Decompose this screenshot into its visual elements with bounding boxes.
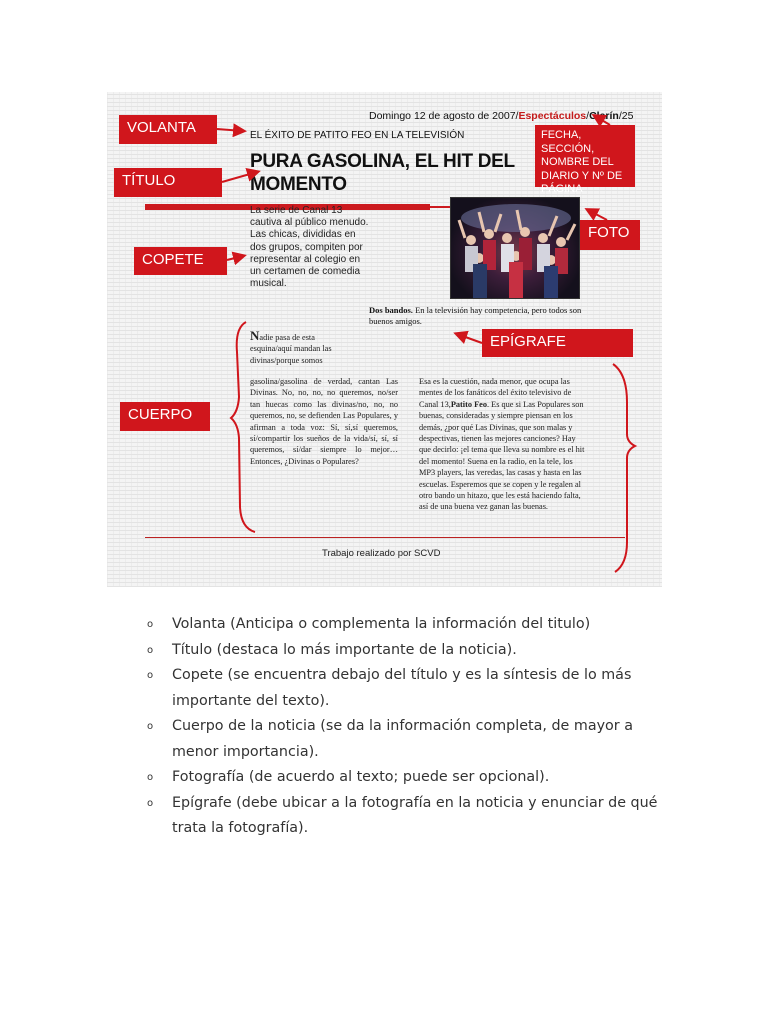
newspaper-anatomy-figure (107, 92, 662, 587)
section-name: Espectáculos (518, 110, 587, 122)
copete-text: La serie de Canal 13 cautiva al público menudo. Las chicas, divididas en dos grupos, compiten por representar al colegio en un certamen de comedia musical. (250, 205, 369, 290)
bullet-marker: o (147, 772, 154, 783)
body-col2-part1: Esa es la cuestión, nada menor, que ocupa las mentes de los fanáticos del éxito televisivo de Canal 13, (419, 377, 572, 409)
list-item-text: Fotografía (de acuerdo al texto; puede ser opcional). (172, 769, 550, 785)
label-foto: FOTO (580, 220, 640, 250)
bullet-marker: o (147, 721, 154, 732)
date-text: Domingo 12 de agosto de 2007/ (369, 110, 519, 122)
list-item-text: Título (destaca lo más importante de la noticia). (172, 641, 517, 658)
drop-cap: N (250, 328, 260, 343)
list-item-text: Volanta (Anticipa o complementa la información del titulo) (172, 616, 591, 632)
arrow-foto (588, 210, 607, 220)
label-copete: COPETE (134, 247, 227, 275)
headline: PURA GASOLINA, EL HIT DEL MOMENTO (250, 151, 515, 195)
list-item-text: Copete (se encuentra debajo del título y es la síntesis de lo más importante del texto). (172, 667, 632, 709)
bullet-marker: o (147, 670, 154, 681)
paper-name: Clarín (589, 110, 619, 122)
label-titulo: TÍTULO (114, 168, 222, 197)
arrow-fecha (595, 116, 610, 125)
bullet-marker: o (147, 797, 154, 809)
epigrafe-rest: En la televisión hay competencia, pero todos son buenos amigos. (369, 305, 582, 326)
brace-right (613, 364, 635, 572)
arrow-volanta (217, 129, 243, 131)
list-item (140, 791, 660, 842)
list-item (140, 663, 660, 714)
arrow-epigrafe (457, 334, 482, 343)
brace-left (231, 322, 255, 532)
label-volanta: VOLANTA (119, 115, 217, 144)
label-fecha: FECHA, SECCIÓN, NOMBRE DEL DIARIO Y Nº DE PÁGINA (535, 125, 635, 187)
annotation-arrows (107, 92, 662, 587)
list-item (140, 765, 660, 791)
list-item (140, 612, 660, 638)
list-item-text: Cuerpo de la noticia (se da la información completa, de mayor a menor importancia). (172, 718, 633, 760)
volanta-text: EL ÉXITO DE PATITO FEO EN LA TELEVISIÓN (250, 130, 465, 141)
body-intro-text: adie pasa de esta esquina/aquí mandan las divinas/porque somos (250, 333, 332, 365)
body-col2-part2: . Es que si Las Populares son buenas, consideradas y siempre piensan en los demás, ¿por qué Las Divinas, que son malas y despectivas, tienen las mejores canciones? Hay que decirlo: ¡el tema que lleva su nombre es el hit del momento! Suena en la radio, en la tele, los MP3 players, las veredas, las casas y hasta en las escuelas. Esperemos que se copen y le regalen al otro bando un hitazo, que les está haciendo falta, así de una buena vez ganan las buenas. (419, 399, 585, 512)
list-item (140, 714, 660, 765)
bullet-marker: o (147, 619, 154, 630)
list-item (140, 638, 660, 664)
parts-list (140, 612, 660, 842)
label-epigrafe: EPÍGRAFE (482, 329, 633, 357)
arrow-copete (227, 256, 243, 260)
label-cuerpo: CUERPO (120, 402, 210, 431)
list-item-text: Epígrafe (debe ubicar a la fotografía en la noticia y enunciar de qué trata la fotografía). (172, 794, 658, 836)
body-col2-bold: Patito Feo (450, 399, 487, 409)
bullet-marker: o (147, 644, 154, 656)
body-column-1: gasolina/gasolina de verdad, cantan Las Divinas. No, no, no, no queremos, no/ser tan huecas como las divinas/no, no, no queremos, no, se defienden Las Populares, y afirman a toda voz: Sí, sí,sí queremos, sí/compartir los sueños de la vida/sí, sí, sí queremos, sí/dar siempre lo mejor… Entonces, ¿Divinas o Populares? (250, 377, 398, 466)
figure-caption: Trabajo realizado por SCVD (322, 548, 441, 559)
separator: / (586, 110, 590, 122)
epigrafe-bold: Dos bandos. (369, 305, 413, 315)
arrow-titulo (222, 172, 257, 182)
page-number: /25 (618, 110, 634, 122)
